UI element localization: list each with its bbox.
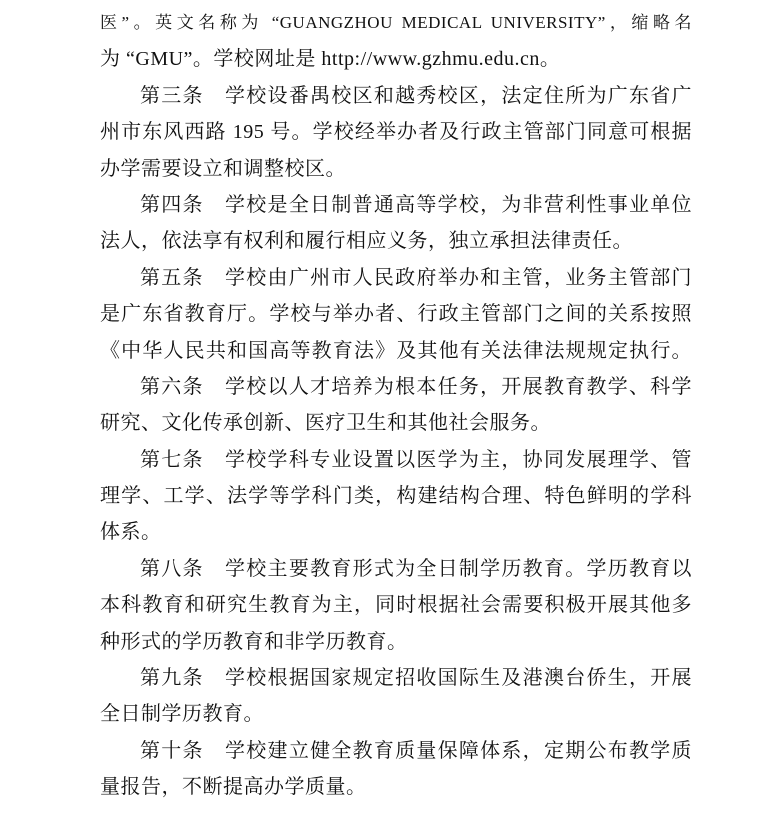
doc-line-article-9: 第九条 学校根据国家规定招收国际生及港澳台侨生，开展 [140, 667, 692, 690]
doc-line: 体系。 [100, 521, 162, 544]
doc-line: 本科教育和研究生教育为主，同时根据社会需要积极开展其他多 [100, 594, 692, 617]
document-text-block [100, 5, 692, 806]
doc-line-article-3: 第三条 学校设番禺校区和越秀校区，法定住所为广东省广 [140, 84, 692, 107]
doc-line: 量报告，不断提高办学质量。 [100, 776, 367, 799]
doc-line: 为 “GMU”。学校网址是 http://www.gzhmu.edu.cn。 [100, 48, 561, 71]
doc-line: 是广东省教育厅。学校与举办者、行政主管部门之间的关系按照 [100, 303, 692, 326]
doc-line: 全日制学历教育。 [100, 703, 264, 726]
doc-line: 办学需要设立和调整校区。 [100, 157, 346, 180]
doc-line-article-5: 第五条 学校由广州市人民政府举办和主管，业务主管部门 [140, 266, 692, 289]
doc-line-article-6: 第六条 学校以人才培养为根本任务，开展教育教学、科学 [140, 375, 692, 398]
doc-line: 研究、文化传承创新、医疗卫生和其他社会服务。 [100, 412, 551, 435]
doc-line: 法人，依法享有权利和履行相应义务，独立承担法律责任。 [100, 230, 633, 253]
doc-line: 医”。英文名称为 “GUANGZHOU MEDICAL UNIVERSITY”，缩略名 [100, 13, 692, 32]
doc-line-article-4: 第四条 学校是全日制普通高等学校，为非营利性事业单位 [140, 193, 692, 216]
doc-line: 《中华人民共和国高等教育法》及其他有关法律法规规定执行。 [100, 339, 692, 362]
doc-line-article-7: 第七条 学校学科专业设置以医学为主，协同发展理学、管 [140, 448, 692, 471]
doc-line-article-8: 第八条 学校主要教育形式为全日制学历教育。学历教育以 [140, 557, 692, 580]
doc-line: 州市东风西路 195 号。学校经举办者及行政主管部门同意可根据 [100, 121, 692, 144]
doc-line: 种形式的学历教育和非学历教育。 [100, 630, 408, 653]
doc-line-article-10: 第十条 学校建立健全教育质量保障体系，定期公布教学质 [140, 739, 692, 762]
doc-line: 理学、工学、法学等学科门类，构建结构合理、特色鲜明的学科 [100, 485, 692, 508]
